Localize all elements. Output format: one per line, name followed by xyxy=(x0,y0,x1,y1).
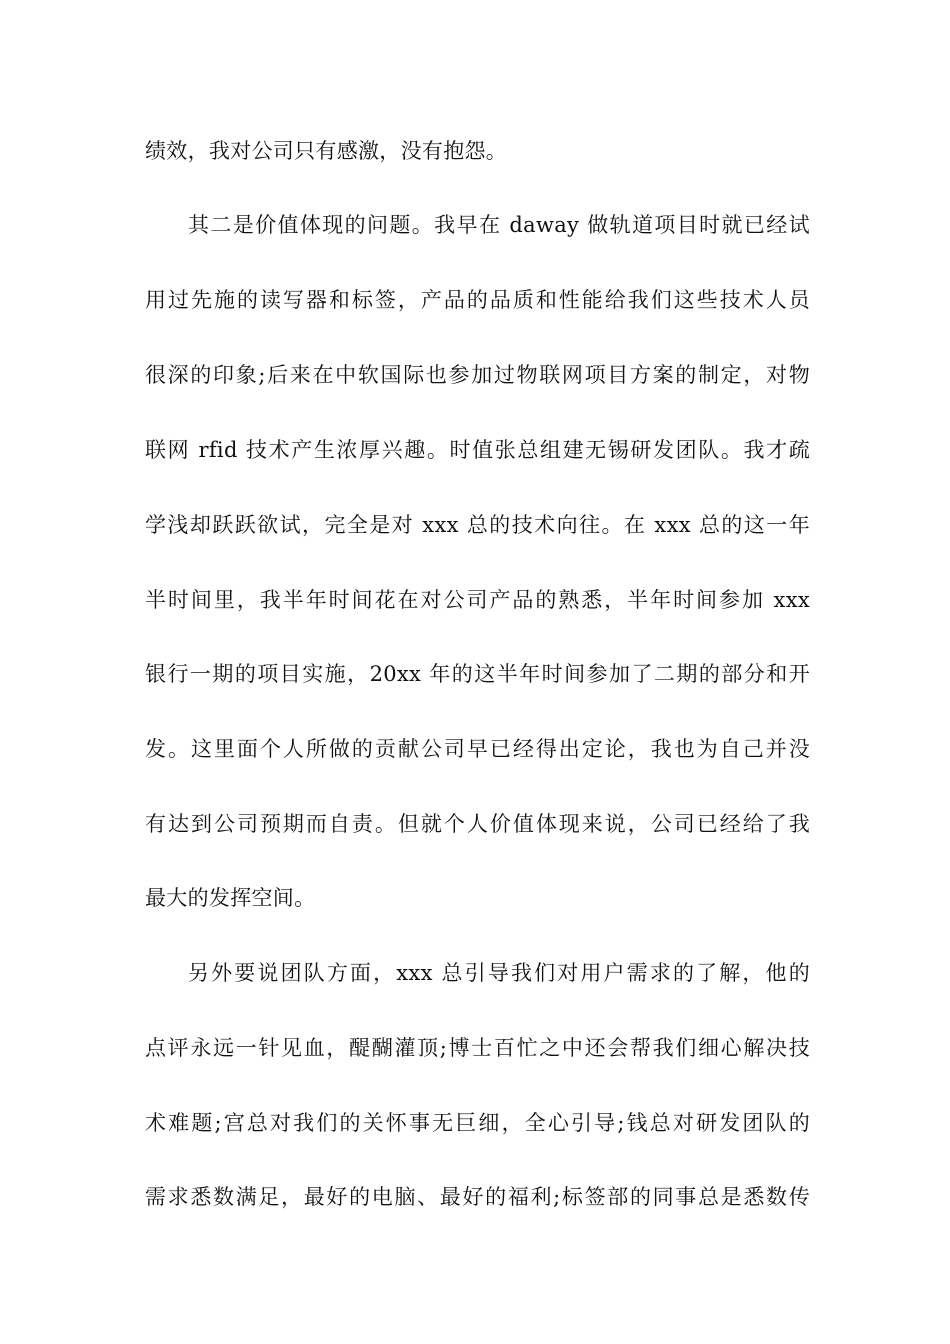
paragraph-line: 银行一期的项目实施，20xx 年的这半年时间参加了二期的部分和开 xyxy=(145,662,810,686)
paragraph-line: 学浅却跃跃欲试，完全是对 xxx 总的技术向往。在 xxx 总的这一年 xyxy=(145,513,810,537)
paragraph-line: 很深的印象;后来在中软国际也参加过物联网项目方案的制定，对物 xyxy=(145,363,810,387)
paragraph-line: 绩效，我对公司只有感激，没有抱怨。 xyxy=(145,139,508,163)
paragraph-line: 最大的发挥空间。 xyxy=(145,886,316,910)
paragraph-line: 用过先施的读写器和标签，产品的品质和性能给我们这些技术人员 xyxy=(145,288,810,312)
paragraph-line: 有达到公司预期而自责。但就个人价值体现来说，公司已经给了我 xyxy=(145,812,810,836)
paragraph-line: 术难题;宫总对我们的关怀事无巨细，全心引导;钱总对研发团队的 xyxy=(145,1111,810,1135)
paragraph-line: 另外要说团队方面，xxx 总引导我们对用户需求的了解，他的 xyxy=(188,961,810,985)
paragraph-line: 其二是价值体现的问题。我早在 daway 做轨道项目时就已经试 xyxy=(188,213,810,237)
paragraph-line: 需求悉数满足，最好的电脑、最好的福利;标签部的同事总是悉数传 xyxy=(145,1185,810,1209)
paragraph-line: 联网 rfid 技术产生浓厚兴趣。时值张总组建无锡研发团队。我才疏 xyxy=(145,438,810,462)
paragraph-line: 半时间里，我半年时间花在对公司产品的熟悉，半年时间参加 xxx xyxy=(145,588,810,612)
paragraph-line: 发。这里面个人所做的贡献公司早已经得出定论，我也为自己并没 xyxy=(145,737,810,761)
paragraph-line: 点评永远一针见血，醍醐灌顶;博士百忙之中还会帮我们细心解决技 xyxy=(145,1036,810,1060)
